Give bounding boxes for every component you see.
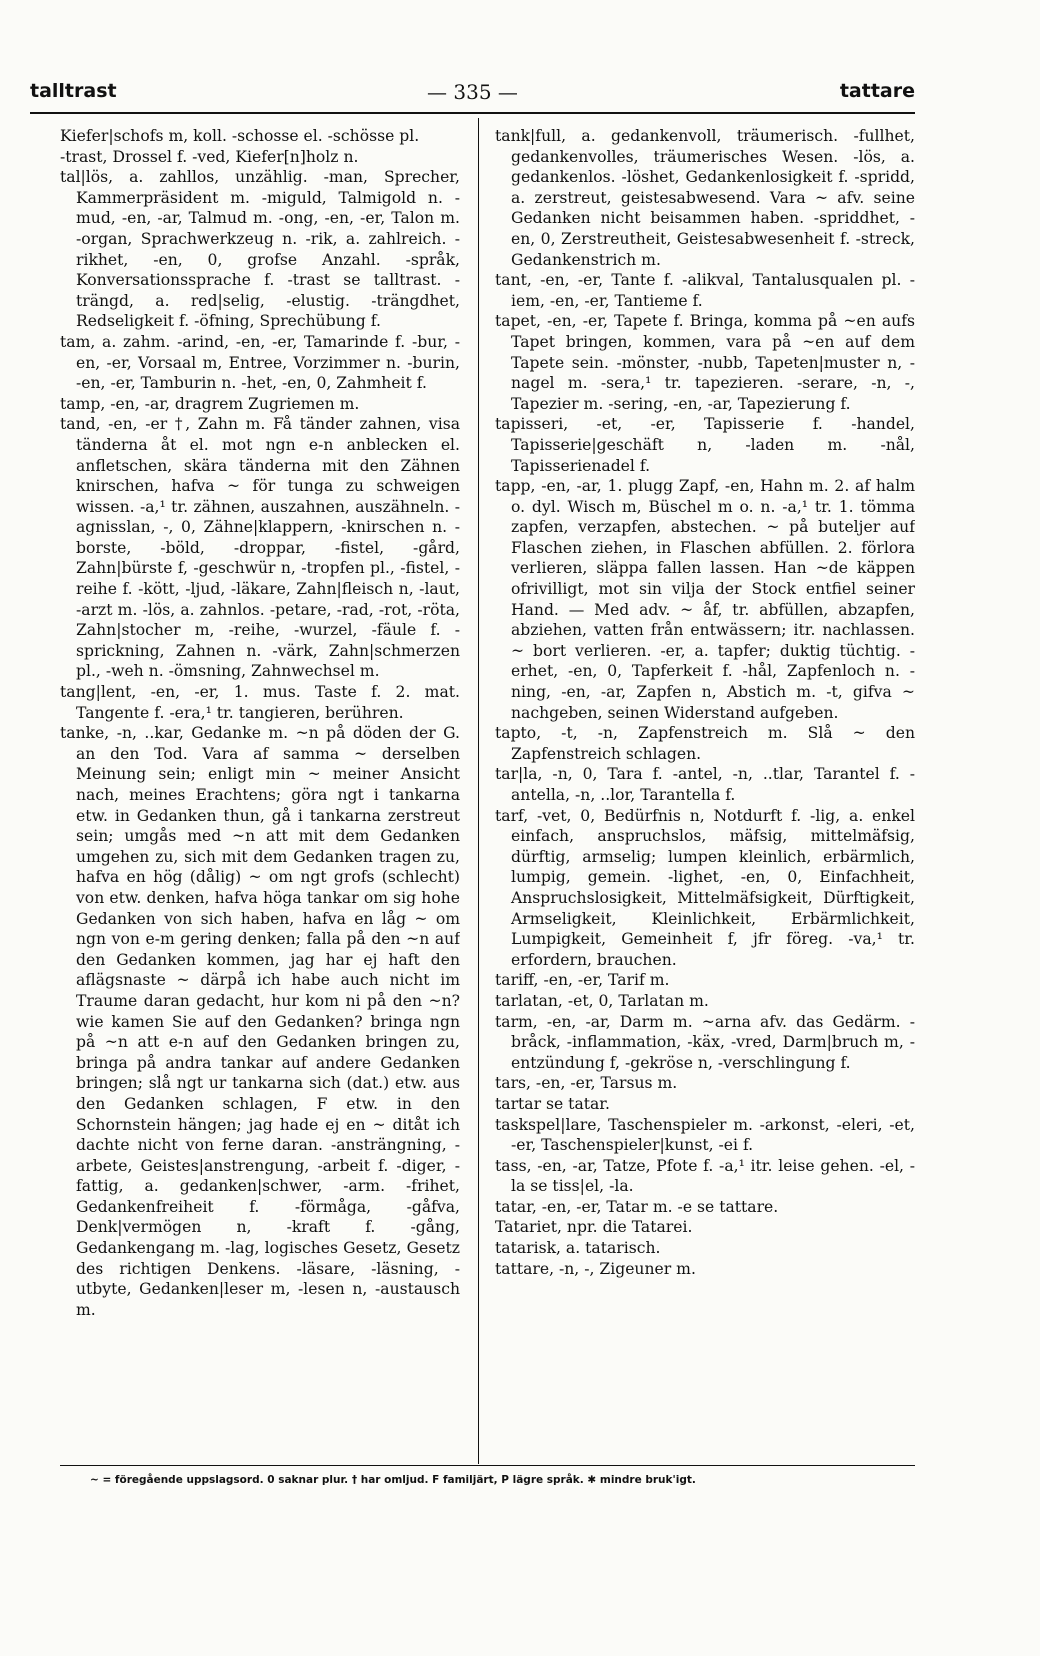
dictionary-entry: Kiefer|schofs m, koll. -schosse el. -schösse pl.: [60, 127, 420, 145]
dictionary-entry: tass, -en, -ar, Tatze, Pfote f. -a,¹ itr. leise gehen. -el, -la se tiss|el, -la.: [495, 1156, 915, 1196]
dictionary-entry: -trast, Drossel f. -ved, Kiefer[n]holz n.: [60, 147, 359, 166]
dictionary-entry: tatar, -en, -er, Tatar m. -e se tattare.: [495, 1197, 779, 1216]
guide-word-left: talltrast: [30, 80, 117, 102]
dictionary-entry: tamp, -en, -ar, dragrem Zugriemen m.: [60, 394, 360, 413]
dictionary-entry: tar|la, -n, 0, Tara f. -antel, -n, ..tlar, Tarantel f. -antella, -n, ..lor, Tarantella f.: [495, 765, 915, 804]
dictionary-entry: tatarisk, a. tatarisch.: [495, 1239, 661, 1258]
column-divider: [478, 118, 479, 1464]
page-number: — 335 —: [427, 80, 518, 104]
dictionary-entry: tarf, -vet, 0, Bedürfnis n, Notdurft f. -lig, a. enkel einfach, anspruchslos, mäfsig, mittelmäfsig, dürftig, armselig; lumpen kleinlich, erbärmlich, lumpig, gemein. -lighet, -en, 0, Einfachheit, Anspruchslosigkeit, Mittelmäfsigkeit, Dürftigkeit, Armseligkeit, Kleinlichkeit, Erbärmlichkeit, Lumpigkeit, Gemeinheit f, jfr föreg. -va,¹ tr. erfordern, brauchen.: [495, 806, 915, 969]
dictionary-entry: taskspel|lare, Taschenspieler m. -arkonst, -eleri, -et, -er, Taschenspieler|kunst, -ei f.: [495, 1115, 915, 1155]
abbreviation-legend: ~ = föregående uppslagsord. 0 saknar plur. † har omljud. F familjärt, P lägre språk. ✱ mindre bruk'igt.: [90, 1474, 696, 1486]
dictionary-entry: tand, -en, -er †, Zahn m. Få tänder zahnen, visa tänderna åt el. mot ngn e-n anblecken el. anfletschen, skära tänderna mit den Zähnen knirschen, hafva ~ för tunga zu schweigen wissen. -a,¹ tr. zähnen, auszahnen, auszähneln. -agnisslan, -, 0, Zähne|klappern, -knirschen n. -borste, -böld, -droppar, -fistel, -gård, Zahn|bürste f, -geschwür n, -tropfen pl., -fistel, -reihe f. -kött, -ljud, -läkare, Zahn|fleisch n, -laut, -arzt m. -lös, a. zahnlos. -petare, -rad, -rot, -röta, Zahn|stocher m, -reihe, -wurzel, -fäule f. -sprickning, Zahnen n. -värk, Zahn|schmerzen pl., -weh n. -ömsning, Zahnwechsel m.: [60, 415, 460, 681]
dictionary-entry: tapet, -en, -er, Tapete f. Bringa, komma på ~en aufs Tapet bringen, kommen, vara på ~en auf dem Tapete sein. -mönster, -nubb, Tapeten|muster n, -nagel m. -sera,¹ tr. tapezieren. -serare, -n, -, Tapezier m. -sering, -en, -ar, Tapezierung f.: [495, 312, 915, 413]
guide-word-right: tattare: [839, 80, 915, 102]
dictionary-entry: tank|full, a. gedankenvoll, träumerisch. -fullhet, gedankenvolles, träumerisches Wesen. -lös, a. gedankenlos. -löshet, Gedankenlosigkeit f. -spridd, a. zerstreut, geistesabwesend. Vara ~ afv. seine Gedanken nicht beisammen haben. -spriddhet, -en, 0, Zerstreutheit, Geistesabwesenheit f. -streck, Gedankenstrich m.: [495, 127, 915, 269]
dictionary-entry: tarlatan, -et, 0, Tarlatan m.: [495, 991, 709, 1010]
header-rule: [30, 112, 915, 114]
dictionary-entry: tant, -en, -er, Tante f. -alikval, Tantalusqualen pl. -iem, -en, -er, Tantieme f.: [495, 271, 915, 310]
dictionary-entry: tang|lent, -en, -er, 1. mus. Taste f. 2. mat. Tangente f. -era,¹ tr. tangieren, berühren.: [60, 683, 460, 722]
right-column: [495, 126, 915, 1456]
dictionary-entry: tam, a. zahm. -arind, -en, -er, Tamarinde f. -bur, -en, -er, Vorsaal m, Entree, Vorzimmer n. -burin, -en, -er, Tamburin n. -het, -en, 0, Zahmheit f.: [60, 332, 460, 393]
dictionary-entry: Tatariet, npr. die Tatarei.: [495, 1218, 693, 1237]
footer-rule: [60, 1465, 915, 1466]
dictionary-entry: tapto, -t, -n, Zapfenstreich m. Slå ~ den Zapfenstreich schlagen.: [495, 724, 915, 763]
page-header: [30, 80, 915, 110]
dictionary-entry: tartar se tatar.: [495, 1094, 611, 1113]
dictionary-entry: tattare, -n, -, Zigeuner m.: [495, 1259, 696, 1278]
left-column: [60, 126, 460, 1456]
dictionary-entry: tapp, -en, -ar, 1. plugg Zapf, -en, Hahn m. 2. af halm o. dyl. Wisch m, Büschel m o. n. -a,¹ tr. 1. tömma zapfen, verzapfen, abstechen. ~ på buteljer auf Flaschen ziehen, in Flaschen abfüllen. 2. förlora verlieren, släppa fallen lassen. Han ~de käppen ofrivilligt, mot sin vilja der Stock entfiel seiner Hand. — Med adv. ~ åf, tr. abfüllen, abzapfen, abziehen, vatten från entwässern; itr. nachlassen. ~ bort verlieren. -er, a. tapfer; duktig tüchtig. -erhet, -en, 0, Tapferkeit f. -hål, Zapfenloch n. -ning, -en, -ar, Zapfen n, Abstich m. -t, gifva ~ nachgeben, seinen Widerstand aufgeben.: [495, 477, 915, 722]
dictionary-entry: tanke, -n, ..kar, Gedanke m. ~n på döden der G. an den Tod. Vara af samma ~ derselben Meinung sein; enligt min ~ meiner Ansicht nach, meines Erachtens; göra ngt i tankarna etw. in Gedanken thun, gå i tankarna zerstreut sein; umgås med ~n att mit dem Gedanken umgehen zu, sich mit dem Gedanken tragen zu, hafva en hög (dålig) ~ om ngt grofs (schlecht) von etw. denken, hafva höga tankar om sig hohe Gedanken von sich haben, hafva en låg ~ om ngn von e-m gering denken; falla på den ~n auf den Gedanken kommen, jag har ej haft den aflägsnaste ~ därpå ich habe auch nicht im Traume daran gedacht, hur kom ni på den ~n? wie kamen Sie auf den Gedanken? bringa ngn på ~n att e-n auf den Gedanken bringen zu, bringa på andra tankar auf andere Gedanken bringen; slå ngt ur tankarna sich (dat.) etw. aus den Gedanken schlagen, F etw. in den Schornstein hängen; jag hade ej en ~ ditåt ich dachte nicht von ferne daran. -ansträngning, -arbete, Geistes|anstrengung, -arbeit f. -diger, -fattig, a. gedanken|schwer, -arm. -frihet, Gedankenfreiheit f. -förmåga, -gåfva, Denk|vermögen n, -kraft f. -gång, Gedankengang m. -lag, logisches Gesetz, Gesetz des richtigen Denkens. -läsare, -läsning, -utbyte, Gedanken|leser m, -lesen n, -austausch m.: [60, 724, 460, 1319]
dictionary-entry: tariff, -en, -er, Tarif m.: [495, 971, 670, 990]
dictionary-entry: tal|lös, a. zahllos, unzählig. -man, Sprecher, Kammerpräsident m. -miguld, Talmigold n. -mud, -en, -ar, Talmud m. -ong, -en, -er, Talon m. -organ, Sprachwerkzeug n. -rik, a. zahlreich. -rikhet, -en, 0, grofse Anzahl. -språk, Konversationssprache f. -trast se talltrast. -trängd, a. red|selig, -elustig. -trängdhet, Redseligkeit f. -öfning, Sprechübung f.: [60, 168, 460, 331]
dictionary-entry: tarm, -en, -ar, Darm m. ~arna afv. das Gedärm. -bråck, -inflammation, -käx, -vred, Darm|bruch m, -entzündung f, -gekröse n, -verschlingung f.: [495, 1012, 915, 1072]
dictionary-entry: tapisseri, -et, -er, Tapisserie f. -handel, Tapisserie|geschäft n, -laden m. -nål, Tapisserienadel f.: [495, 415, 915, 475]
dictionary-entry: tars, -en, -er, Tarsus m.: [495, 1074, 678, 1093]
